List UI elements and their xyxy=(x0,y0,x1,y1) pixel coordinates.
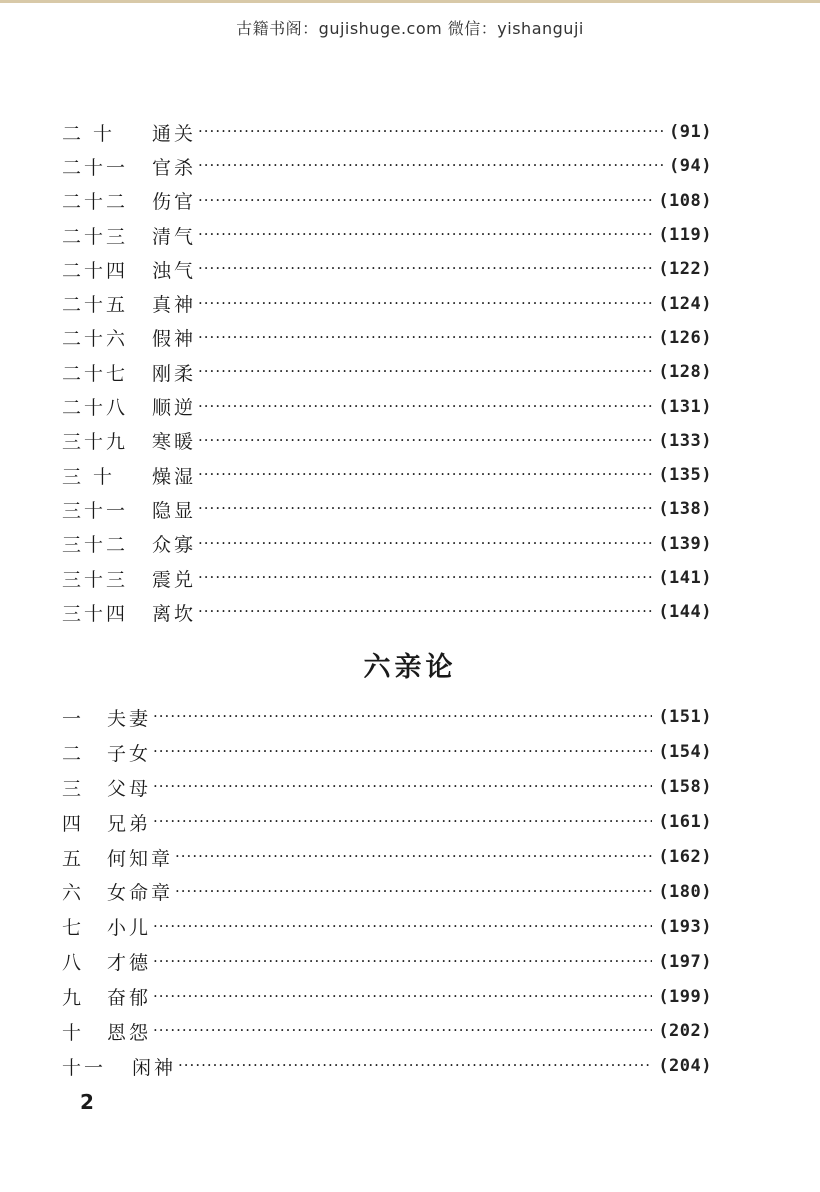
entry-page: (161) xyxy=(658,812,712,833)
entry-page: (122) xyxy=(658,259,712,280)
toc-entry xyxy=(62,735,712,770)
dot-leader xyxy=(153,917,652,935)
section-heading: 六亲论 xyxy=(363,652,457,683)
dot-leader xyxy=(198,259,652,277)
entry-number: 二 十 xyxy=(62,122,116,145)
dot-leader xyxy=(198,294,652,312)
entry-page: (154) xyxy=(658,742,712,763)
watermark-text: 古籍书阁：gujishuge.com 微信：yishanguji xyxy=(236,19,584,38)
dot-leader xyxy=(198,465,652,483)
entry-title: 兄弟 xyxy=(107,812,152,835)
dot-leader xyxy=(153,812,652,830)
entry-title: 浊气 xyxy=(152,259,197,282)
dot-leader xyxy=(153,987,652,1005)
entry-number: 七 xyxy=(62,917,85,940)
entry-number: 四 xyxy=(62,812,85,835)
toc-entry xyxy=(62,561,712,595)
entry-page: (126) xyxy=(658,327,712,348)
entry-number: 五 xyxy=(62,847,85,870)
toc-entry xyxy=(62,321,712,355)
entry-number: 二十五 xyxy=(62,294,129,317)
dot-leader xyxy=(198,156,663,174)
toc-list-continued xyxy=(62,115,712,629)
toc-entry xyxy=(62,700,712,735)
entry-page: (180) xyxy=(658,881,712,902)
entry-number: 二十七 xyxy=(62,362,129,385)
toc-entry xyxy=(62,355,712,389)
entry-page: (138) xyxy=(658,499,712,520)
dot-leader xyxy=(198,534,652,552)
dot-leader xyxy=(198,568,652,586)
toc-entry xyxy=(62,874,712,909)
entry-page: (162) xyxy=(658,847,712,867)
entry-number: 十一 xyxy=(62,1056,107,1079)
dot-leader xyxy=(198,397,652,415)
entry-page: (94) xyxy=(669,156,712,177)
toc-entry xyxy=(62,218,712,252)
entry-number: 三十四 xyxy=(62,602,129,625)
entry-title: 隐显 xyxy=(152,499,197,522)
entry-number: 三 十 xyxy=(62,465,116,488)
dot-leader xyxy=(153,952,652,970)
entry-title: 真神 xyxy=(152,294,197,317)
entry-number: 二十八 xyxy=(62,397,129,420)
entry-page: (141) xyxy=(658,568,712,588)
dot-leader xyxy=(198,225,652,243)
top-rule xyxy=(0,0,820,3)
entry-number: 二十四 xyxy=(62,259,129,282)
entry-title: 刚柔 xyxy=(152,362,197,385)
entry-number: 三十三 xyxy=(62,568,129,591)
entry-title: 清气 xyxy=(152,225,197,248)
entry-number: 三 xyxy=(62,777,85,800)
toc-entry xyxy=(62,424,712,458)
entry-title: 假神 xyxy=(152,328,197,351)
entry-number: 三十一 xyxy=(62,499,129,522)
toc-entry xyxy=(62,115,712,149)
toc-entry xyxy=(62,770,712,805)
toc-entry xyxy=(62,595,712,629)
page-number: 2 xyxy=(80,1090,94,1114)
entry-title: 官杀 xyxy=(152,156,197,179)
toc-entry xyxy=(62,979,712,1014)
entry-page: (139) xyxy=(658,533,712,554)
dot-leader xyxy=(178,1056,652,1074)
dot-leader xyxy=(198,362,652,380)
toc-entry xyxy=(62,492,712,526)
toc-entry xyxy=(62,184,712,218)
entry-page: (131) xyxy=(658,396,712,417)
entry-page: (158) xyxy=(658,777,712,798)
entry-number: 二 xyxy=(62,742,85,765)
entry-title: 通关 xyxy=(152,122,197,145)
entry-title: 才德 xyxy=(107,952,152,975)
entry-number: 二十二 xyxy=(62,191,129,214)
entry-page: (204) xyxy=(658,1056,712,1077)
entry-title: 奋郁 xyxy=(107,987,152,1010)
entry-page: (151) xyxy=(658,707,712,728)
dot-leader xyxy=(175,847,652,865)
dot-leader xyxy=(198,328,652,346)
entry-title: 寒暖 xyxy=(152,431,197,454)
toc-entry xyxy=(62,252,712,286)
toc-entry xyxy=(62,1014,712,1049)
toc-entry xyxy=(62,1049,712,1084)
entry-number: 八 xyxy=(62,952,85,975)
toc-entry xyxy=(62,286,712,320)
entry-title: 震兑 xyxy=(152,568,197,591)
entry-title: 女命章 xyxy=(107,882,174,905)
entry-title: 顺逆 xyxy=(152,397,197,420)
dot-leader xyxy=(153,742,652,760)
entry-number: 二十三 xyxy=(62,225,129,248)
entry-title: 伤官 xyxy=(152,191,197,214)
entry-number: 二十六 xyxy=(62,328,129,351)
dot-leader xyxy=(153,1021,652,1039)
entry-page: (133) xyxy=(658,430,712,451)
toc-entry xyxy=(62,805,712,840)
toc-entry xyxy=(62,389,712,423)
dot-leader xyxy=(175,882,652,900)
entry-title: 燥湿 xyxy=(152,465,197,488)
entry-page: (202) xyxy=(658,1021,712,1042)
toc-entry xyxy=(62,840,712,875)
entry-title: 父母 xyxy=(107,777,152,800)
entry-page: (144) xyxy=(658,602,712,623)
entry-page: (135) xyxy=(658,465,712,486)
entry-page: (199) xyxy=(658,986,712,1007)
entry-number: 一 xyxy=(62,707,85,730)
dot-leader xyxy=(198,122,663,140)
entry-title: 众寡 xyxy=(152,534,197,557)
entry-title: 子女 xyxy=(107,742,152,765)
toc-entry xyxy=(62,944,712,979)
entry-number: 十 xyxy=(62,1021,85,1044)
toc-list-six-relatives xyxy=(62,700,712,1084)
entry-number: 三十二 xyxy=(62,534,129,557)
entry-number: 六 xyxy=(62,882,85,905)
entry-page: (197) xyxy=(658,951,712,972)
entry-number: 三十九 xyxy=(62,431,129,454)
toc-entry xyxy=(62,458,712,492)
dot-leader xyxy=(198,431,652,449)
dot-leader xyxy=(153,707,652,725)
dot-leader xyxy=(153,777,652,795)
entry-title: 夫妻 xyxy=(107,707,152,730)
entry-page: (193) xyxy=(658,916,712,937)
dot-leader xyxy=(198,191,652,209)
entry-title: 小儿 xyxy=(107,917,152,940)
toc-entry xyxy=(62,909,712,944)
entry-number: 九 xyxy=(62,987,85,1010)
entry-title: 闲神 xyxy=(132,1056,177,1079)
toc-entry xyxy=(62,149,712,183)
entry-page: (91) xyxy=(669,122,712,143)
entry-page: (119) xyxy=(658,225,712,246)
entry-number: 二十一 xyxy=(62,156,129,179)
entry-page: (108) xyxy=(658,190,712,211)
entry-title: 离坎 xyxy=(152,602,197,625)
entry-page: (124) xyxy=(658,293,712,314)
toc-entry xyxy=(62,527,712,561)
dot-leader xyxy=(198,499,652,517)
entry-page: (128) xyxy=(658,362,712,383)
entry-title: 恩怨 xyxy=(107,1021,152,1044)
entry-title: 何知章 xyxy=(107,847,174,870)
dot-leader xyxy=(198,602,652,620)
